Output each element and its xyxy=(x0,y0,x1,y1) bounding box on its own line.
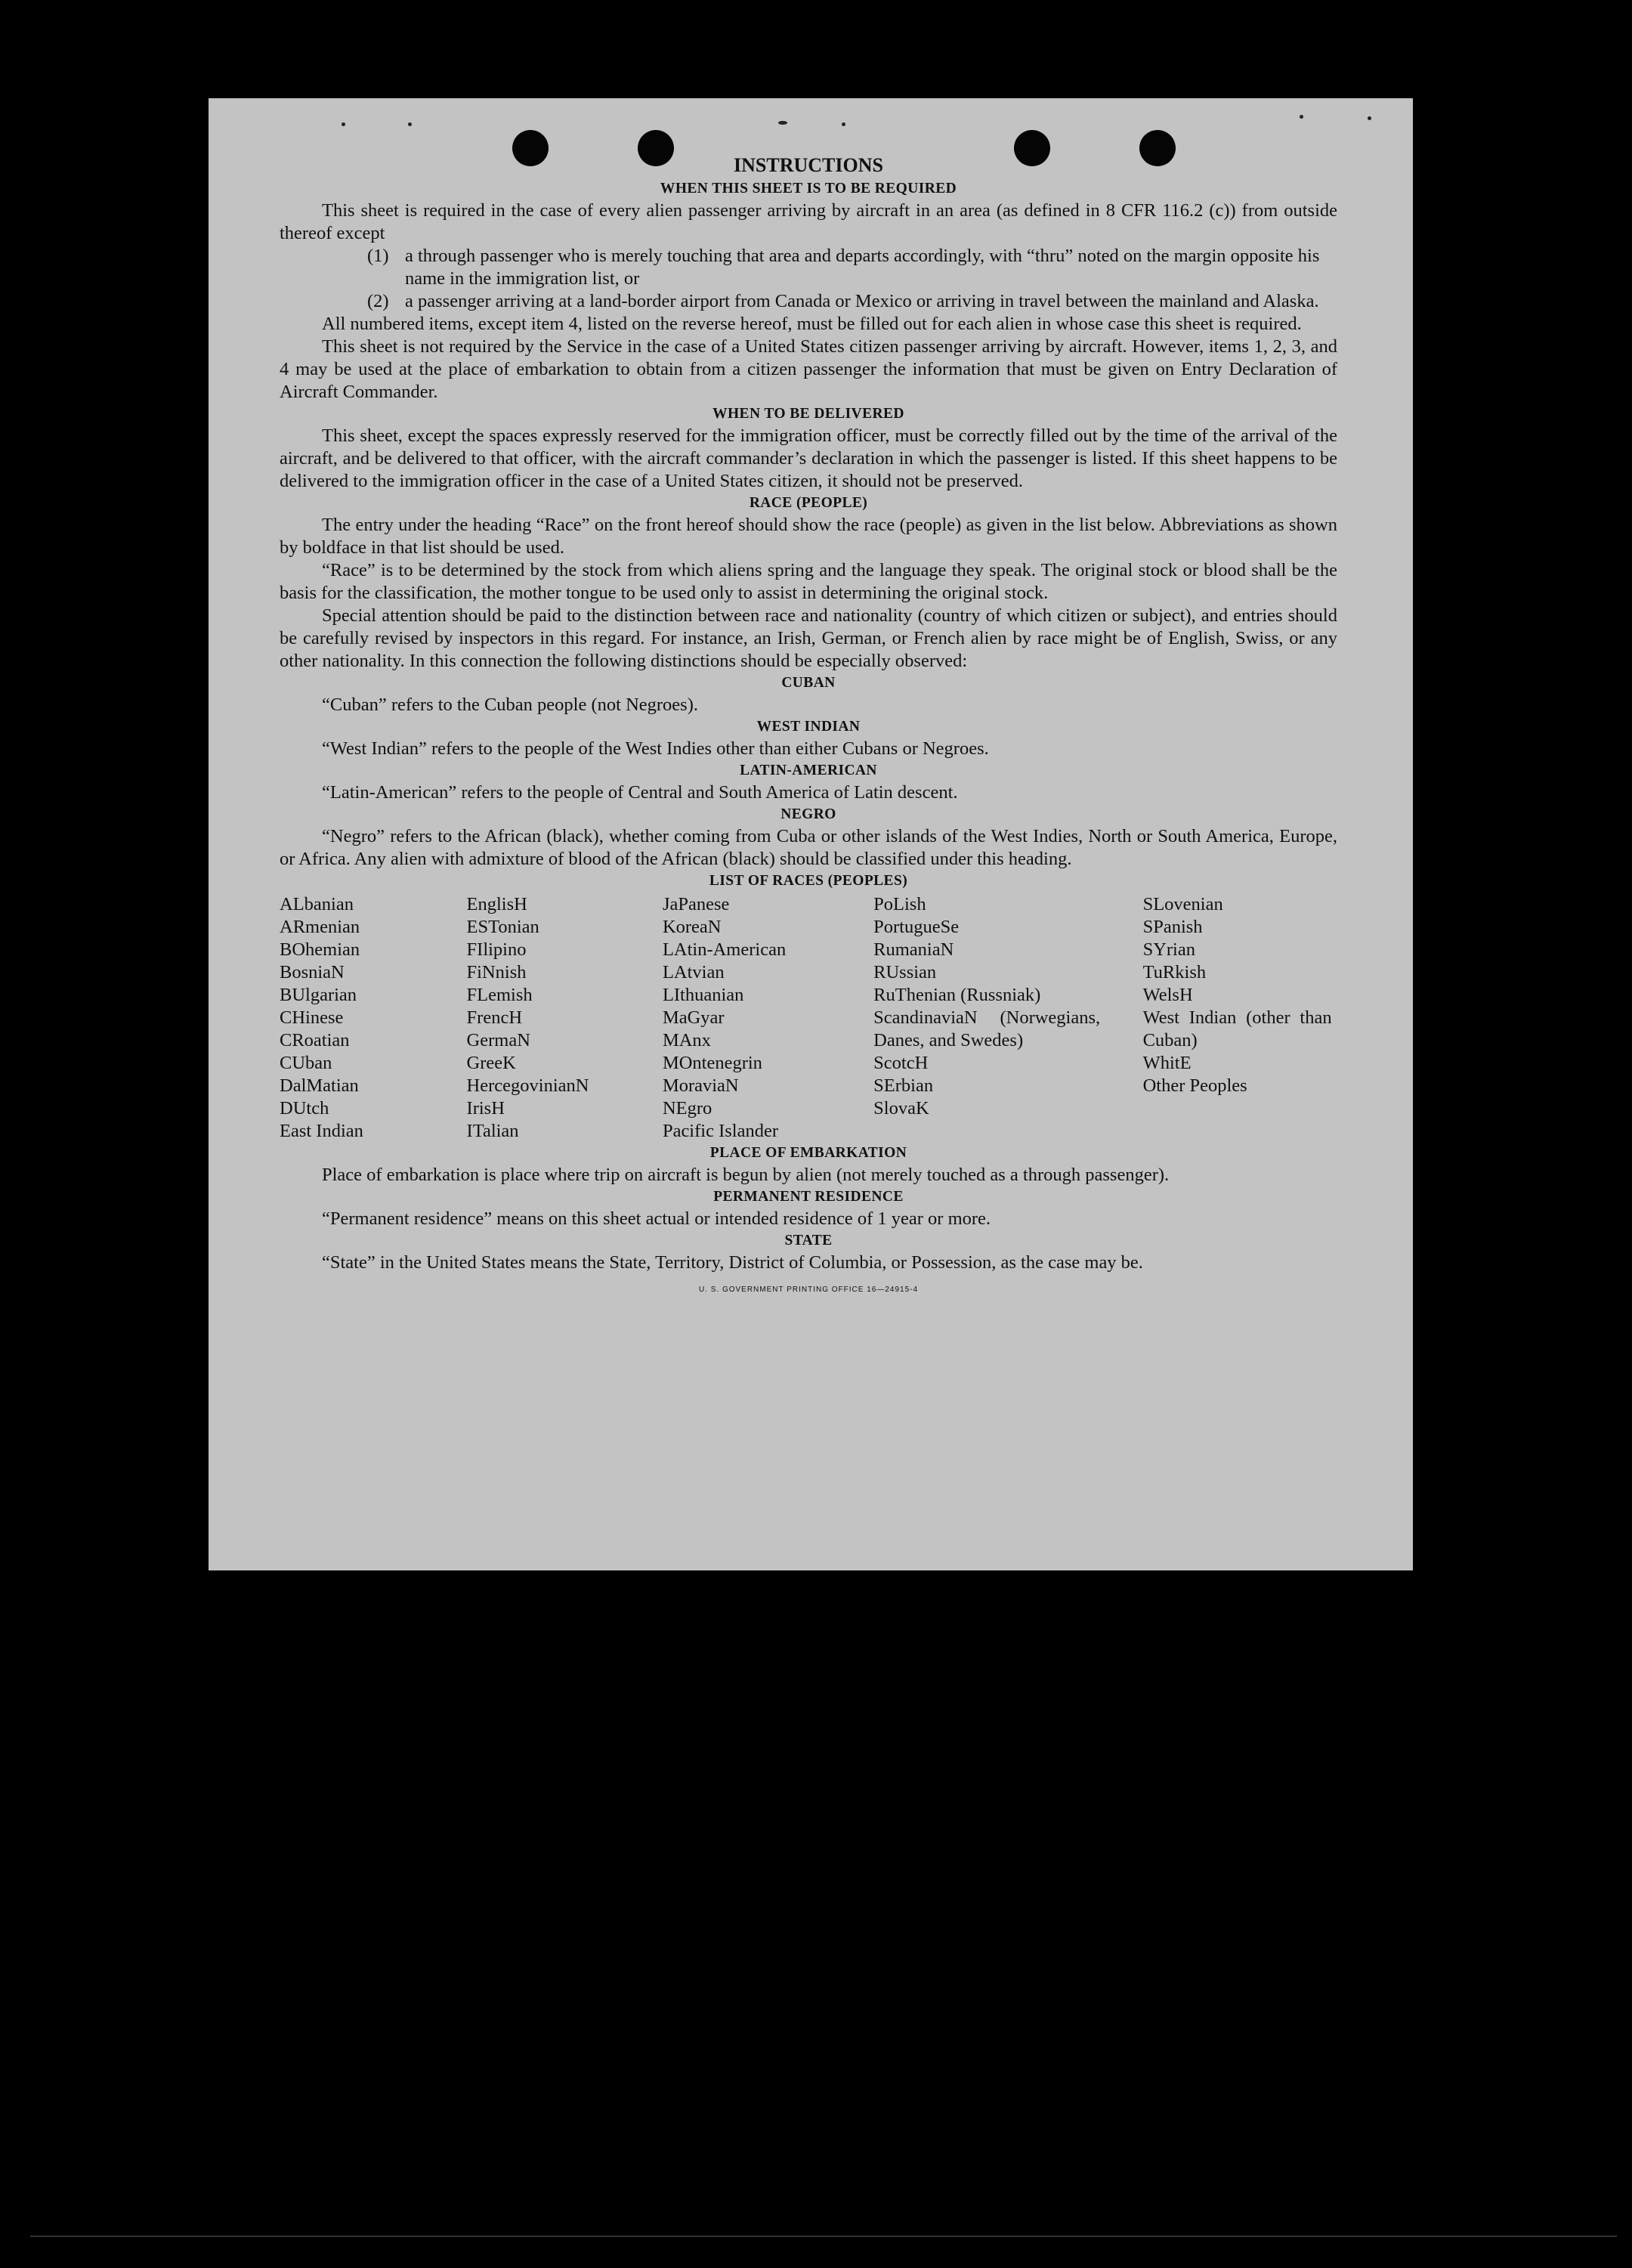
race-entry: Other Peoples xyxy=(1142,1075,1247,1096)
race-entry: DUtch xyxy=(280,1098,329,1119)
section-heading-state: STATE xyxy=(784,1233,833,1248)
race-entry: MaGyar xyxy=(662,1007,725,1028)
scan-edge-line xyxy=(30,2236,1617,2237)
races-column xyxy=(467,893,663,1143)
race-entry: ScotcH xyxy=(873,1053,929,1073)
paragraph: The entry under the heading “Race” on the front hereof should show the race (people) as given in the list below. Abbreviations as shown by boldface in that list should be used. xyxy=(280,515,1337,558)
paragraph: This sheet, except the spaces expressly reserved for the immigration officer, must be correctly filled out by the time of the arrival of the aircraft, and be delivered to that officer, with the aircraft commander’s declaration in which the passenger is listed. If this sheet happens to be delivered to the immigration officer in the case of a United States citizen, it should not be preserved. xyxy=(280,425,1337,491)
race-entry: MoraviaN xyxy=(662,1075,739,1096)
speck xyxy=(842,122,845,126)
page-title: INSTRUCTIONS xyxy=(734,154,883,176)
section-heading-west-indian: WEST INDIAN xyxy=(756,719,861,735)
list-number: (2) xyxy=(367,291,389,311)
section-heading-residence: PERMANENT RESIDENCE xyxy=(713,1189,904,1205)
race-entry: BUlgarian xyxy=(280,985,357,1005)
speck xyxy=(1368,116,1371,120)
speck xyxy=(342,122,345,126)
races-column xyxy=(663,893,873,1143)
race-entry: SPanish xyxy=(1142,917,1203,937)
race-entry: ITalian xyxy=(466,1121,519,1141)
races-table xyxy=(280,893,1337,1143)
race-entry: PortugueSe xyxy=(873,917,960,937)
race-entry: IrisH xyxy=(466,1098,505,1119)
paragraph: “West Indian” refers to the people of the West Indies other than either Cubans or Negroes. xyxy=(322,738,989,759)
race-entry: MAnx xyxy=(662,1030,711,1050)
section-heading-list-of-races: LIST OF RACES (PEOPLES) xyxy=(709,873,908,889)
race-entry: ALbanian xyxy=(280,894,354,914)
speck xyxy=(1300,115,1303,119)
race-entry: ScandinaviaN (Norwegians, Danes, and Swedes) xyxy=(873,1007,1101,1050)
instructions-body xyxy=(280,153,1337,1301)
race-entry: PoLish xyxy=(873,894,926,914)
paragraph: This sheet is not required by the Service in the case of a United States citizen passenger arriving by aircraft. However, items 1, 2, 3, and 4 may be used at the place of embarkation to obtain from a citizen passenger the information that must be given on Entry Declaration of Aircraft Commander. xyxy=(280,336,1337,402)
paragraph: All numbered items, except item 4, listed on the reverse hereof, must be filled out for each alien in whose case this sheet is required. xyxy=(322,314,1302,334)
race-entry: SLovenian xyxy=(1142,894,1223,914)
race-entry: FrencH xyxy=(466,1007,523,1028)
race-entry: FLemish xyxy=(466,985,533,1005)
race-entry: EnglisH xyxy=(466,894,527,914)
race-entry: JaPanese xyxy=(662,894,730,914)
section-heading-latin-american: LATIN-AMERICAN xyxy=(740,763,877,778)
paragraph: Place of embarkation is place where trip on aircraft is begun by alien (not merely touched as a through passenger). xyxy=(322,1165,1170,1185)
race-entry: BosniaN xyxy=(280,962,345,982)
paragraph: This sheet is required in the case of every alien passenger arriving by aircraft in an area (as defined in 8 CFR 116.2 (c)) from outside thereof except xyxy=(280,200,1337,243)
race-entry: West Indian (other than Cuban) xyxy=(1142,1007,1332,1050)
section-heading-negro: NEGRO xyxy=(780,806,836,822)
race-entry: Pacific Islander xyxy=(662,1121,778,1141)
race-entry: LAtvian xyxy=(662,962,725,982)
section-heading-when-delivered: WHEN TO BE DELIVERED xyxy=(712,406,904,422)
list-item xyxy=(280,290,1337,313)
paragraph: “Latin-American” refers to the people of Central and South America of Latin descent. xyxy=(322,782,958,803)
paragraph: “Race” is to be determined by the stock from which aliens spring and the language they speak. The original stock or blood shall be the basis for the classification, the mother tongue to be used only to assist in determining the original stock. xyxy=(280,560,1337,603)
race-entry: WelsH xyxy=(1142,985,1193,1005)
race-entry: RUssian xyxy=(873,962,937,982)
race-entry: KoreaN xyxy=(662,917,722,937)
race-entry: GermaN xyxy=(466,1030,530,1050)
race-entry: RuThenian (Russniak) xyxy=(873,985,1041,1005)
races-column xyxy=(280,893,467,1143)
speck xyxy=(778,121,787,125)
speck xyxy=(408,122,412,126)
list-number: (1) xyxy=(367,246,389,266)
race-entry: NEgro xyxy=(662,1098,712,1119)
race-entry: GreeK xyxy=(466,1053,516,1073)
race-entry: WhitE xyxy=(1142,1053,1192,1073)
race-entry: SErbian xyxy=(873,1075,934,1096)
race-entry: SlovaK xyxy=(873,1098,929,1119)
race-entry: FiNnish xyxy=(466,962,527,982)
paragraph: “Negro” refers to the African (black), whether coming from Cuba or other islands of the West Indies, North or South America, Europe, or Africa. Any alien with admixture of blood of the African (black) should be classified under this heading. xyxy=(280,826,1337,869)
race-entry: CRoatian xyxy=(280,1030,350,1050)
race-entry: ARmenian xyxy=(280,917,360,937)
races-column xyxy=(1143,893,1337,1143)
paragraph: “State” in the United States means the State, Territory, District of Columbia, or Possession, as the case may be. xyxy=(322,1252,1143,1273)
race-entry: SYrian xyxy=(1142,939,1195,960)
race-entry: MOntenegrin xyxy=(662,1053,762,1073)
race-entry: BOhemian xyxy=(280,939,360,960)
instruction-sheet xyxy=(209,98,1413,1570)
race-entry: LIthuanian xyxy=(662,985,744,1005)
list-text: a through passenger who is merely touching that area and departs accordingly, with “thru” noted on the margin opposite his name in the immigration list, or xyxy=(405,246,1320,289)
race-entry: DalMatian xyxy=(280,1075,359,1096)
race-entry: HercegovinianN xyxy=(466,1075,589,1096)
race-entry: East Indian xyxy=(280,1121,363,1141)
race-entry: ESTonian xyxy=(466,917,539,937)
list-item xyxy=(280,245,1337,290)
section-heading-race: RACE (PEOPLE) xyxy=(749,495,868,511)
race-entry: CUban xyxy=(280,1053,332,1073)
race-entry: CHinese xyxy=(280,1007,344,1028)
section-heading-cuban: CUBAN xyxy=(781,675,836,691)
race-entry: FIlipino xyxy=(466,939,527,960)
race-entry: LAtin-American xyxy=(662,939,787,960)
list-text: a passenger arriving at a land-border airport from Canada or Mexico or arriving in travel between the mainland and Alaska. xyxy=(405,291,1319,311)
races-column xyxy=(873,893,1142,1143)
printing-office-footer: U. S. GOVERNMENT PRINTING OFFICE 16—24915-4 xyxy=(698,1286,919,1294)
race-entry: TuRkish xyxy=(1142,962,1207,982)
section-heading-when-required: WHEN THIS SHEET IS TO BE REQUIRED xyxy=(660,181,957,196)
race-entry: RumaniaN xyxy=(873,939,954,960)
paragraph: “Cuban” refers to the Cuban people (not Negroes). xyxy=(322,695,698,715)
section-heading-embarkation: PLACE OF EMBARKATION xyxy=(709,1145,907,1161)
paragraph: “Permanent residence” means on this sheet actual or intended residence of 1 year or more. xyxy=(322,1208,991,1229)
paragraph: Special attention should be paid to the distinction between race and nationality (country of which citizen or subject), and entries should be carefully revised by inspectors in this regard. For instance, an Irish, German, or French alien by race might be of English, Swiss, or any other nationality. In this connection the following distinctions should be especially observed: xyxy=(280,605,1337,671)
